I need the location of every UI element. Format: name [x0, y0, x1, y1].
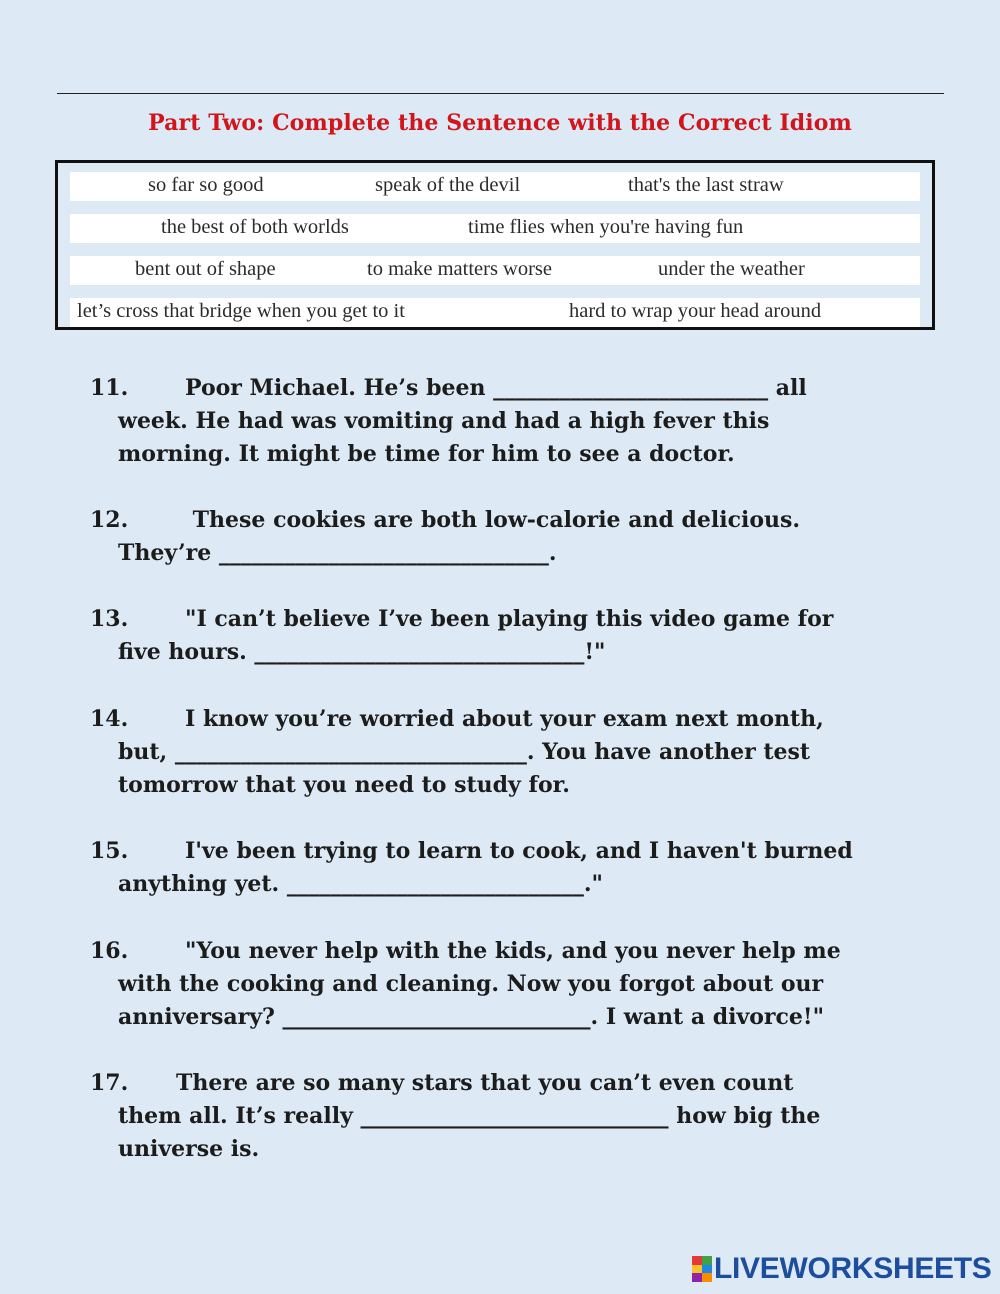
- question-text: anniversary? ____________________________. I want a divorce!": [118, 1004, 825, 1030]
- word-bank-item: to make matters worse: [367, 258, 553, 280]
- word-bank-row: [70, 214, 920, 243]
- word-bank-item: bent out of shape: [135, 258, 276, 280]
- question-text: five hours. ______________________________!": [118, 639, 606, 665]
- question-12: [90, 504, 950, 570]
- word-bank-item: that's the last straw: [628, 174, 784, 196]
- word-bank-item: the best of both worlds: [161, 216, 349, 238]
- word-bank-item: hard to wrap your head around: [569, 300, 822, 322]
- question-text: morning. It might be time for him to see a doctor.: [118, 441, 735, 467]
- question-text: They’re ______________________________.: [118, 540, 557, 566]
- question-text: but, ________________________________. You have another test: [118, 739, 811, 765]
- question-text: tomorrow that you need to study for.: [118, 772, 570, 798]
- question-text: These cookies are both low-calorie and delicious.: [185, 507, 801, 533]
- question-16: [90, 935, 950, 1034]
- question-text: "I can’t believe I’ve been playing this video game for: [185, 606, 834, 632]
- word-bank-item: let’s cross that bridge when you get to it: [77, 300, 405, 322]
- word-bank-item: under the weather: [658, 258, 805, 280]
- question-text: Poor Michael. He’s been _________________________ all: [185, 375, 807, 401]
- part-title: Part Two: Complete the Sentence with the Correct Idiom: [148, 110, 852, 136]
- question-17: [90, 1067, 950, 1166]
- question-11: [90, 372, 950, 471]
- question-text: There are so many stars that you can’t even count: [176, 1070, 794, 1096]
- word-bank-row: [70, 256, 920, 285]
- word-bank-item: time flies when you're having fun: [468, 216, 744, 238]
- word-bank-item: speak of the devil: [375, 174, 521, 196]
- question-text: universe is.: [118, 1136, 260, 1162]
- liveworksheets-blocks-icon: [692, 1256, 712, 1282]
- question-text: I've been trying to learn to cook, and I haven't burned: [185, 838, 853, 864]
- question-number: 11.: [90, 375, 129, 401]
- question-text: anything yet. ___________________________.": [118, 871, 603, 897]
- question-number: 13.: [90, 606, 129, 632]
- question-number: 17.: [90, 1070, 129, 1096]
- question-text: with the cooking and cleaning. Now you forgot about our: [118, 971, 824, 997]
- question-number: 15.: [90, 838, 129, 864]
- logo-text: LIVEWORKSHEETS: [714, 1252, 992, 1285]
- question-13: [90, 603, 950, 669]
- word-bank-row: [70, 172, 920, 201]
- question-text: them all. It’s really ____________________________ how big the: [118, 1103, 821, 1129]
- liveworksheets-logo[interactable]: [692, 1253, 992, 1285]
- question-text: I know you’re worried about your exam next month,: [185, 706, 824, 732]
- word-bank: [55, 160, 935, 330]
- word-bank-item: so far so good: [148, 174, 264, 196]
- question-text: week. He had was vomiting and had a high fever this: [118, 408, 770, 434]
- question-text: "You never help with the kids, and you never help me: [185, 938, 841, 964]
- question-15: [90, 835, 950, 901]
- word-bank-row: [70, 298, 920, 327]
- question-number: 16.: [90, 938, 129, 964]
- question-number: 12.: [90, 507, 129, 533]
- question-14: [90, 703, 950, 802]
- top-divider: [57, 93, 944, 94]
- question-number: 14.: [90, 706, 129, 732]
